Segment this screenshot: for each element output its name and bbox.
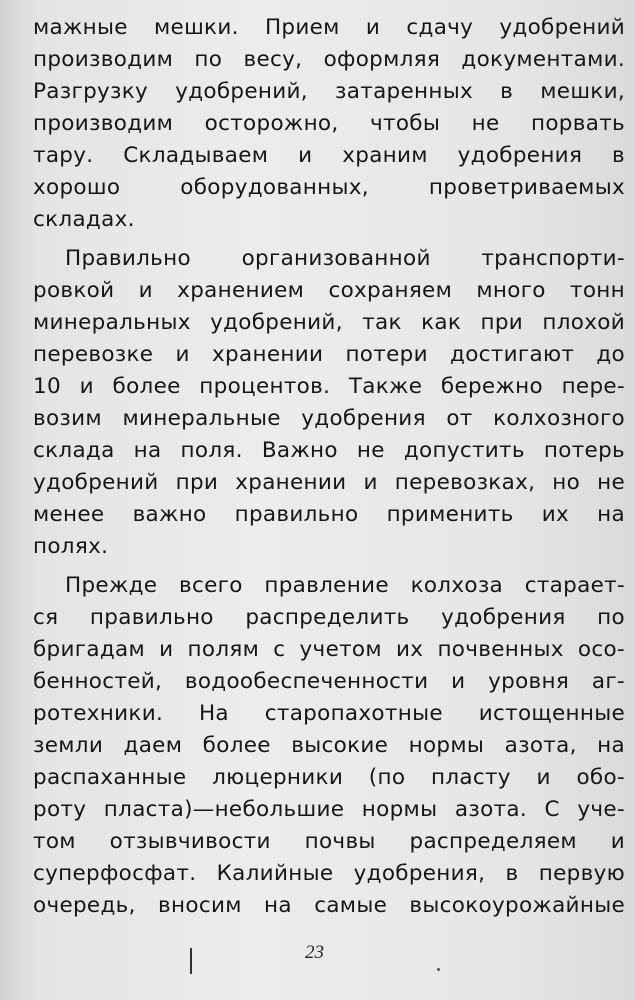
text-line: бенностей, водообеспеченности и уровня аг- [33,669,625,694]
text-line: перевозке и хранении потери достигают до [33,342,625,367]
text-line: земли даем более высокие нормы азота, на [33,733,625,758]
text-line: том отзывчивости почвы распределяем и [33,829,625,854]
text-line: удобрений при хранении и перевозках, но не [33,470,625,495]
print-mark [190,948,192,974]
text-line: склада на поля. Важно не допустить потерь [33,438,625,463]
text-line: производим осторожно, чтобы не порвать [33,111,625,136]
text-line: менее важно правильно применить их на [33,502,625,527]
paragraph-first-line: Прежде всего правление колхоза старает- [65,573,625,598]
text-line: роту пласта)—небольшие нормы азота. С уче- [33,797,625,822]
text-line: полях. [33,534,109,559]
text-line: Разгрузку удобрений, затаренных в мешки, [33,79,625,104]
text-line: возим минеральные удобрения от колхозного [33,406,625,431]
text-line: распаханные люцерники (по пласту и обо- [33,765,625,790]
text-line: ровкой и хранением сохраняем много тонн [33,278,625,303]
text-line: производим по весу, оформляя документами. [33,47,625,72]
text-line: складах. [33,207,135,232]
paragraph-first-line: Правильно организованной транспорти- [65,246,625,271]
text-line: мажные мешки. Прием и сдачу удобрений [33,15,625,40]
text-line: ся правильно распределить удобрения по [33,605,625,630]
text-line: 10 и более процентов. Также бережно пере- [33,374,625,399]
page-number: 23 [305,942,324,963]
print-speck [437,968,440,971]
text-line: тару. Складываем и храним удобрения в [33,143,625,168]
text-line: ротехники. На старопахотные истощенные [33,701,625,726]
text-line: суперфосфат. Калийные удобрения, в первую [33,861,625,886]
text-line: хорошо оборудованных, проветриваемых [33,175,625,200]
text-line: минеральных удобрений, так как при плохой [33,310,625,335]
text-line: очередь, вносим на самые высокоурожайные [33,893,625,918]
text-line: бригадам и полям с учетом их почвенных осо- [33,637,625,662]
